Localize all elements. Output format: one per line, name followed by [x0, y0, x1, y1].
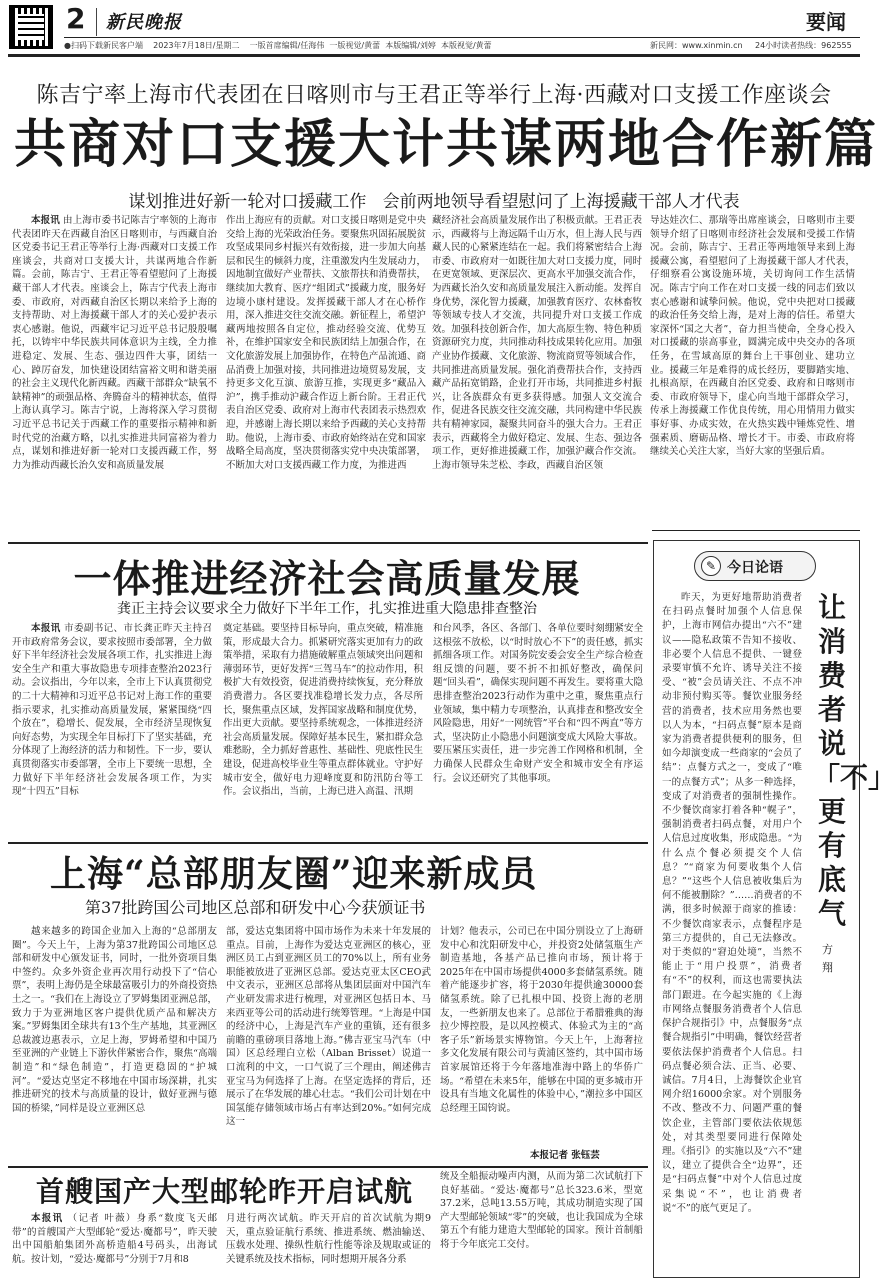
- article4-headline: 首艘国产大型邮轮昨开启试航: [36, 1175, 414, 1208]
- column-body: 昨天，为更好地帮助消费者在扫码点餐时加强个人信息保护，上海市网信办提出“六不”建议——隐私政策不告知不接收、非必要个人信息不提供、一键登录要审慎不允许、诱导关注不接受、“被”会员请关注、不点不冲动非预付购买等。餐饮业服务经营的消费者，技术应用务然也要以人为本，“扫码点餐”原本是商家为消费者提供便利的服务，但如今却演变成一些商家的“会员了结”：点餐方式之一，变成了“唯一的点餐方式”；从多一种选择，变成了对消费者的强制性操作。不少餐饮商家打着各种“幌子”，强制消费者扫码点餐，对用户个人信息过度收集，形成隐患。“为什么点个餐必须提交个人信息？”“商家为何要收集个人信息？”“这些个人信息被收集后为何不能被删除？”……消费者的不满，很多时候源于商家的推诿：不少餐饮商家表示，点餐程序是第三方提供的，自己无法修改。对于类似的“窘迫处境”，当然不能止于“用户投票”，消费者有“不”的权利，而这也需要执法部门跟进。在今起实施的《上海市网络点餐服务消费者个人信息保护合规指引》中，点餐服务“点餐合规指引”中明确，餐饮经营者要依法保护消费者个人信息。扫码点餐必须合法、正当、必要、诚信。7月4日，上海餐饮企业官网介绍16000余家。对个别服务不改、整改不力、问题严重的餐饮企业，主管部门要依法依规惩处，对其类型要同进行保障处理。《指引》的实施以及“六不”建议，建立了提供合全“边界”，还是“扫码点餐”中对个人信息过度采集说“不”，也让消费者说“不”的底气更足了。: [662, 592, 802, 1214]
- article3-column-2: 部，爱达克集团将中国市场作为未来十年发展的重点。目前，上海作为爱达克亚洲区的核心，亚洲区员工占到亚洲区员工的70%以上，所有业务职能被放进了亚洲区总部。爱达克亚太区CEO武中文表示，亚洲区总部将从集团层面对中国汽车产业研发需求进行梳理，对亚洲区包括日本、马来西亚等公司的活动进行统筹管理。“上海是中国的经济中心，上海是汽车产业的重镇，还有很多前瞻的重磅项目落地上海。”佛吉亚宝马汽车（中国）区总经理白立松（Alban Brisset）说道一口流利的中文，一口气说了三个理由，阐述佛吉亚宝马为何选择了上海。在坚定选择的背后，还展示了在华发展的雄心壮志。“我们公司计划在中国氢能存储领域市场占有率达到20%。”如何完成这一: [226, 926, 431, 1128]
- article3-column-1: 越来越多的跨国企业加入上海的“总部朋友圈”。今天上午，上海为第37批跨国公司地区总部和研发中心颁发证书，同时，一批外资项目集中签约。众多外资企业再次用行动投下了“信心票”，表明上海仍是全球最富吸引力的外商投资热土之一。“我们在上海设立了罗姆集团亚洲总部，致力于为亚洲地区客户提供优质产品和解决方案。”罗姆集团全球共有13个生产基地，其亚洲区总裁渡边惠表示，立足上海，罗姆希望和中国乃至亚洲的产业链上下游伙伴紧密合作，聚焦“高端制造”和“绿色制造”，打造更稳固的“护城河”。“爱达克坚定不移地在中国市场深耕，扎实推进研究的技术与高质量的设计，做好亚洲与德国的桥梁，”同样是设立亚洲区总: [12, 926, 217, 1114]
- article2-column-1: 本报讯 市委副书记、市长龚正昨天主持召开市政府常务会议，要求按照市委部署，全力做好下半年经济社会发展各项工作，扎实推进上海安全生产和重大事故隐患专项排查整治2023行动。会议指出，今年以来，全市上下认真贯彻党的二十大精神和习近平总书记对上海工作的重要指示要求，扎实推动高质量发展，紧紧围绕“四个放在”，稳增长、促发展，全市经济呈现恢复向好态势，为实现全年目标打下了坚实基础，充分体现了上海经济的活力和韧性。下一步，要认真贯彻落实市委部署，全市上下要统一思想，全力做好下半年经济社会发展各项工作，为实现“十四五”目标: [12, 623, 212, 798]
- website: 新民网：www.xinmin.cn: [650, 41, 743, 50]
- section-name: 要闻: [806, 10, 846, 34]
- article3-subhead: 第37批跨国公司地区总部和研发中心今获颁证书: [85, 898, 426, 917]
- article4-column-2: 月进行两次试航。昨天开启的首次试航为期9天，重点验证航行系统、推进系统、燃油输送、压载水处理、操纵性航行性能等涂及规取或证的关键系统及技术指标，同时想期开展各分系: [226, 1213, 431, 1265]
- article1-subhead: 谋划推进好新一轮对口援藏工作 会前两地领导看望慰问了上海援藏干部人才代表: [128, 192, 740, 212]
- column-tag: ✎ 今日论语: [694, 551, 816, 581]
- info-line: ●扫码下载新民客户端 2023年7月18日/星期二 一版首席编辑/任海伟 一版视觉/黄蕾 本版编辑/刘婷 本版视觉/黄蕾: [64, 41, 492, 50]
- article4-column-1: 本报讯 （记者 叶薇）身系“数度飞天邮带”的首艘国产大型邮轮“爱达·魔都号”，昨天驶出中国船舶集团外高桥造船4号码头，出海试航。按计划，“爱达·魔都号”分别于7月和8: [12, 1213, 217, 1265]
- article2-headline: 一体推进经济社会高质量发展: [73, 557, 581, 601]
- pen-icon: ✎: [701, 556, 721, 576]
- article1-column-4: 导达娃次仁、那瑞等出席座谈会，日喀则市主要领导介绍了日喀则市经济社会发展和受援工作情况。会前，陈吉宁、王君正等两地领导来到上海援藏公寓，看望慰问了上海援藏干部人才代表，仔细察看公寓设施环境，关切询问工作生活情况。陈吉宁向工作在对口支援一线的同志们致以衷心感谢和诚挚问候。他说，党中央把对口援藏的政治任务交给上海，是对上海的信任。希望大家深怀“国之大者”，奋力担当使命，全身心投入对口援藏的崇高事业，圆满完成中央交办的各项任务，在雪域高原的舞台上干事创业、建功立业。援藏三年是难得的成长经历，要脚踏实地、扎根高原，在西藏自治区党委、政府和日喀则市委、市政府领导下，虚心向当地干部群众学习，传承上海援藏工作优良传统，用心用情用力做实事好事、办成实效，在火热实践中锤炼党性、增强素质、磨砺品格、增长才干。市委、市政府将继续关心关注大家，当好大家的坚强后盾。: [650, 215, 855, 458]
- article1-column-1: 本报讯 由上海市委书记陈吉宁率领的上海市代表团昨天在西藏自治区日喀则市，与西藏自治区党委书记王君正等举行上海·西藏对口支援工作座谈会，共商对口支援大计，共谋两地合作新篇。会前，陈吉宁、王君正等看望慰问了上海援藏干部人才代表。座谈会上，陈吉宁代表上海市委、市政府，对西藏自治区长期以来给予上海的支持帮助、对上海援藏干部人才的关心爱护表示衷心感谢。他说，西藏牢记习近平总书记殷殷嘱托，以铸牢中华民族共同体意识为主线，全力推进稳定、发展、生态、强边四件大事，团结一心、踔厉奋发，加快建设团结富裕文明和谐美丽的社会主义现代化新西藏。西藏干部群众“缺氧不缺精神”的顽强品格、奔腾奋斗的精神状态，值得上海认真学习。陈吉宁说，上海将深入学习贯彻习近平总书记关于西藏工作的重要指示精神和新时代党的治藏方略，以扎实推进共同富裕为着力点，谋划和推进好新一轮对口支援西藏工作，努力为推动西藏长治久安和高质量发展: [12, 215, 217, 471]
- article2-column-3: 和台风季，各区、各部门、各单位要时刻绷紧安全这根弦不放松，以“时时放心不下”的责任感，抓实抓细各项工作。对国务院安委会安全生产综合检查组反馈的问题，要不折不扣抓好整改，确保问题“回头看”，确保实现问题不再发生。要将重大隐患排查整治2023行动作为重中之重，聚焦重点行业领域，集中精力专项整治，认真排查和整改安全风险隐患，用好“一网统管”平台和“四不两直”等方式，坚决防止小隐患小问题演变成大风险大事故。要压紧压实责任，进一步完善工作网格和机制，全力确保人民群众生命财产安全和城市安全有序运行。会议还研究了其他事项。: [433, 623, 643, 784]
- qr-code-icon[interactable]: [9, 5, 53, 49]
- article1-column-3: 藏经济社会高质量发展作出了积极贡献。王君正表示，西藏将与上海远隔千山万水，但上海人民与西藏人民的心紧紧连结在一起。我们将紧密结合上海市委、市政府对一如既往加大对口支援力度，同时在更宽领域、更深层次、更高水平加强交流合作，为西藏长治久安和高质量发展注入新动能。发挥自身优势，深化智力援藏，加强教育医疗、农林畜牧等领域专技人才交流，共同提升对口支援工作成效。加强科技创新合作，加大高原生物、特色种质资源研究力度，共同推动科技成果转化应用。加强产业协作援藏、文化旅游、物流商贸等领域合作，共同推进高质量发展。强化消费帮扶合作，支持西藏产品拓宽销路，企业打开市场，共同推进乡村振兴，让各族群众有更多获得感。加强人文交流合作，促进各民族交往交流交融，共同构建中华民族共有精神家园，凝聚共同奋斗的强大合力。王君正表示，西藏将全力做好稳定、发展、生态、强边各项工作，更好推进援藏工作，加强沪藏合作交流。上海市领导朱芝松、李政，西藏自治区领: [432, 215, 642, 471]
- article3-byline: 本报记者 张钰芸: [530, 1150, 600, 1161]
- page-number: 2: [66, 2, 86, 35]
- column-author: 方翔: [822, 943, 833, 974]
- article1-column-2: 作出上海应有的贡献。对口支援日喀则是党中央交给上海的光荣政治任务。要聚焦巩固拓展脱贫攻坚成果同乡村振兴有效衔接，进一步加大向基层和民生的倾斜力度，注重激发内生发展动力，因地制宜做好产业帮扶、文旅帮扶和消费帮扶，继续加大教育、医疗“组团式”援藏力度，服务好边境小康村建设。发挥援藏干部人才在心桥作用，深入推进交往交流交融。新征程上，希望沪藏两地按照各自定位，推动经验交流、优势互补，在维护国家安全和民族团结上加强合作，在文化旅游发展上加强协作，在特色产品流通、商品消费上加强对接，共同推进边境贸易发展，支持更多文化互演、旅游互推，实现更多“藏品入沪”，携手推动沪藏合作迈上新台阶。王君正代表自治区党委、政府对上海市代表团表示热烈欢迎，并感谢上海长期以来给予西藏的关心支持帮助。他说，上海市委、市政府始终站在党和国家战略全局高度，坚决贯彻落实党中央决策部署，不断加大对口支援西藏工作力度，为推进西: [226, 215, 426, 471]
- article2-lead: 本报讯: [31, 623, 61, 634]
- hotline: 24小时读者热线：962555: [755, 41, 852, 50]
- article2-column-2: 奠定基础。要坚持目标导向，重点突破，精准施策，形成最大合力。抓紧研究落实更加有力的政策举措，采取有力措施破解重点领域突出问题和薄弱环节，更好发挥“三驾马车”的拉动作用，积极扩大有效投资，促进消费持续恢复，充分释放消费潜力。各区要找准稳增长发力点，各尽所长，聚焦重点区域，发挥国家战略和制度优势，作出更大贡献。要坚持系统观念，一体推进经济社会高质量发展。保障好基本民生，紧扣群众急难愁盼，全力抓好普惠性、基础性、兜底性民生建设，促进高校毕业生等重点群体就业。守护好城市安全，做好电力迎峰度夏和防汛防台等工作。会议指出，当前，上海已进入高温、汛期: [223, 623, 423, 798]
- paper-name: 新民晚报: [106, 12, 182, 33]
- article3-column-3: 计划？他表示，公司已在中国分别设立了上海研发中心和沈阳研发中心，并投资2处储氢瓶生产制造基地，各基产品已推向市场，预计将于2025年在中国市场提供4000多套储氢系统。随着产能逐步扩容，将于2030年提供逾30000套储氢系统。除了已扎根中国、投资上海的老朋友，一些新朋友也来了。总部位于希腊雅典的海拉少博控股，是以风控模式、体验式为主的“高客子乐”新场景实博物馆。今天上午，上海奢拉多文化发展有限公司与黄浦区签约，其中国市场首家展馆还将于今年落地准海中路上的华侨广场。“希望在未来5年，能够在中国的更多城市开设具有当地文化属性的体验中心，”潮拉多中国区总经理王国钧说。: [440, 926, 643, 1114]
- article1-kicker: 陈吉宁率上海市代表团在日喀则市与王君正等举行上海·西藏对口支援工作座谈会: [36, 83, 832, 108]
- opinion-column: [653, 540, 896, 1278]
- column-headline: 让消费者说「不」更有底气: [812, 591, 896, 930]
- article1-lead: 本报讯: [31, 215, 60, 226]
- article3-headline: 上海“总部朋友圈”迎来新成员: [50, 853, 538, 895]
- article4-lead: 本报讯: [31, 1213, 64, 1224]
- article4-column-3: 统及全船振动噪声内测，从而为第二次试航打下良好基础。“爱达·魔都号”总长323.6米，型宽37.2米，总吨13.55万吨，其成功制造实现了国产大型邮轮领域“零”的突破，也让我国成为全球第五个有能力建造大型邮轮的国家。预计首制船将于今年底完工交付。: [440, 1171, 643, 1250]
- article2-subhead: 龚正主持会议要求全力做好下半年工作，扎实推进重大隐患排查整治: [117, 601, 537, 617]
- article1-headline: 共商对口支援大计共谋两地合作新篇: [14, 115, 879, 175]
